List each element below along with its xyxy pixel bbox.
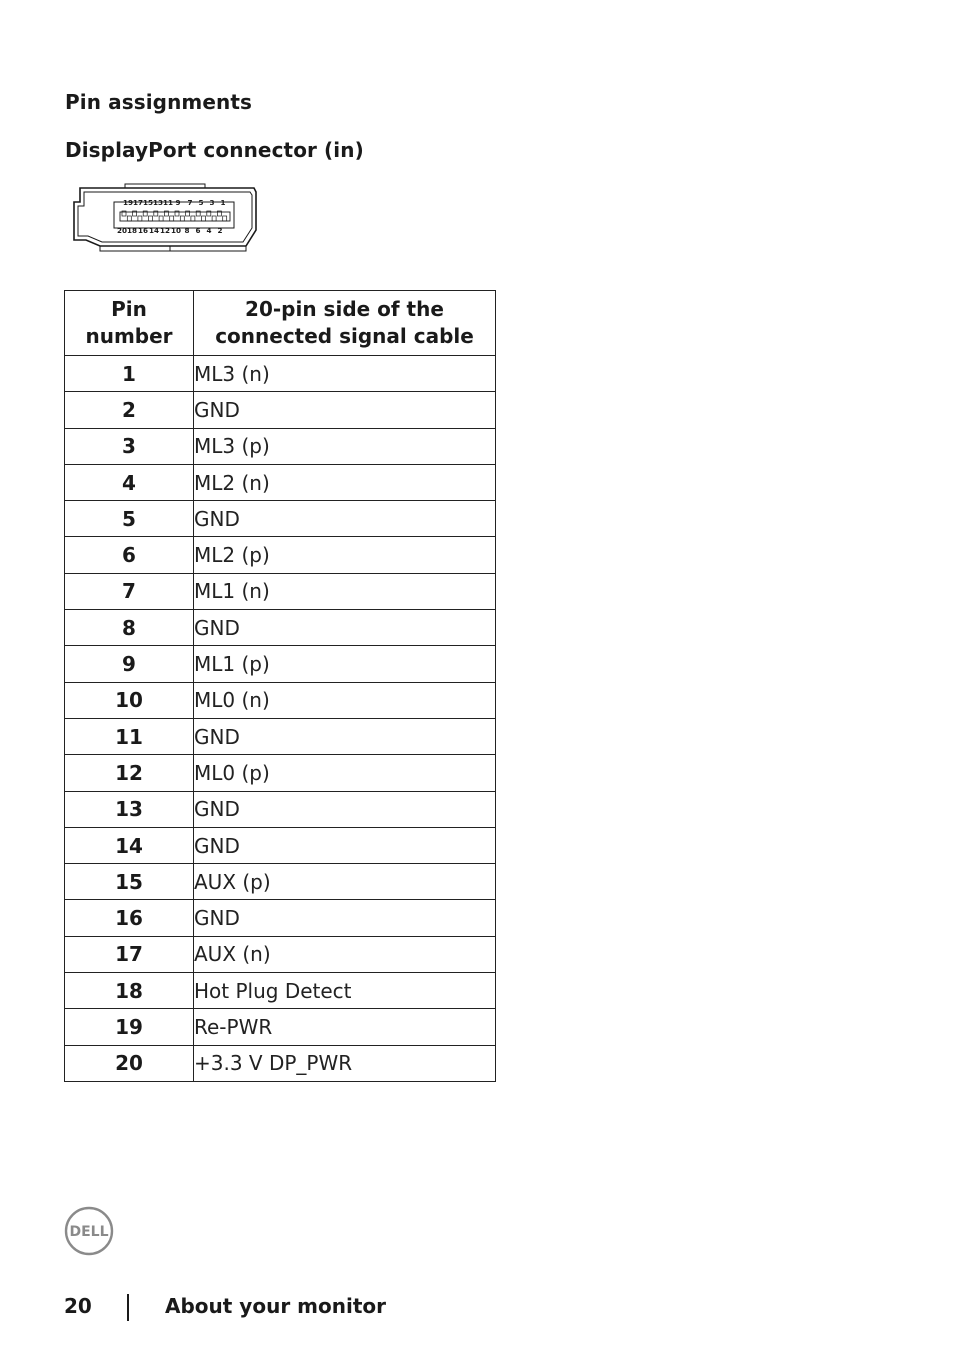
pin-signal-cell: +3.3 V DP_PWR bbox=[194, 1045, 496, 1081]
pin-number-cell: 15 bbox=[65, 864, 194, 900]
connector-pin-contact bbox=[180, 216, 184, 221]
header-pin-number-text: Pin number bbox=[85, 297, 173, 348]
pin-signal-cell: ML1 (p) bbox=[194, 646, 496, 682]
pin-assignment-table bbox=[64, 290, 496, 1082]
connector-pin-contact bbox=[138, 216, 142, 221]
pin-signal-cell: GND bbox=[194, 501, 496, 537]
pin-signal-cell: ML2 (n) bbox=[194, 464, 496, 500]
connector-pin-label: 6 bbox=[195, 226, 201, 235]
table-row bbox=[65, 791, 496, 827]
table-row bbox=[65, 537, 496, 573]
connector-pin-contact bbox=[127, 216, 131, 221]
pin-signal-cell: GND bbox=[194, 392, 496, 428]
pin-number-cell: 14 bbox=[65, 827, 194, 863]
connector-pin-label: 4 bbox=[206, 226, 212, 235]
pin-signal-cell: Hot Plug Detect bbox=[194, 973, 496, 1009]
footer-section-title: About your monitor bbox=[165, 1294, 386, 1318]
pin-number-cell: 11 bbox=[65, 718, 194, 754]
table-row bbox=[65, 900, 496, 936]
connector-pin-contact bbox=[223, 216, 227, 221]
pin-signal-cell: AUX (n) bbox=[194, 936, 496, 972]
table-row bbox=[65, 464, 496, 500]
pin-number-cell: 20 bbox=[65, 1045, 194, 1081]
svg-text:DELL: DELL bbox=[69, 1224, 109, 1240]
connector-pin-label: 16 bbox=[137, 226, 149, 235]
connector-heading: DisplayPort connector (in) bbox=[65, 138, 364, 162]
pin-number-cell: 12 bbox=[65, 755, 194, 791]
pin-signal-cell: AUX (p) bbox=[194, 864, 496, 900]
connector-pin-label: 20 bbox=[116, 226, 128, 235]
pin-number-cell: 17 bbox=[65, 936, 194, 972]
connector-pin-label: 7 bbox=[187, 198, 193, 207]
pin-number-cell: 10 bbox=[65, 682, 194, 718]
table-row bbox=[65, 646, 496, 682]
table-row bbox=[65, 718, 496, 754]
connector-pin-label: 5 bbox=[198, 198, 204, 207]
table-row bbox=[65, 973, 496, 1009]
pin-signal-cell: GND bbox=[194, 791, 496, 827]
connector-pin-contact bbox=[191, 216, 195, 221]
pin-number-cell: 5 bbox=[65, 501, 194, 537]
connector-pin-contact bbox=[149, 216, 153, 221]
pin-number-cell: 3 bbox=[65, 428, 194, 464]
pin-number-cell: 18 bbox=[65, 973, 194, 1009]
table-row bbox=[65, 827, 496, 863]
header-pin-number bbox=[65, 291, 194, 356]
table-header-row bbox=[65, 291, 496, 356]
connector-pin-label: 14 bbox=[148, 226, 160, 235]
pin-signal-cell: ML0 (p) bbox=[194, 755, 496, 791]
connector-pin-label: 18 bbox=[126, 226, 138, 235]
connector-pin-label: 15 bbox=[142, 198, 154, 207]
pin-signal-cell: ML2 (p) bbox=[194, 537, 496, 573]
pin-signal-cell: ML3 (p) bbox=[194, 428, 496, 464]
connector-pin-label: 19 bbox=[122, 198, 134, 207]
pin-number-cell: 8 bbox=[65, 610, 194, 646]
pin-number-cell: 7 bbox=[65, 573, 194, 609]
connector-pin-contact bbox=[159, 216, 163, 221]
table-row bbox=[65, 356, 496, 392]
displayport-connector-icon bbox=[70, 182, 262, 256]
section-heading: Pin assignments bbox=[65, 90, 253, 114]
table-row bbox=[65, 1045, 496, 1081]
pin-signal-cell: GND bbox=[194, 610, 496, 646]
table-row bbox=[65, 864, 496, 900]
pin-signal-cell: GND bbox=[194, 900, 496, 936]
pin-number-cell: 2 bbox=[65, 392, 194, 428]
pin-signal-cell: GND bbox=[194, 718, 496, 754]
table-row bbox=[65, 428, 496, 464]
connector-pin-label: 10 bbox=[170, 226, 182, 235]
dell-logo-icon bbox=[64, 1206, 114, 1256]
connector-pin-label: 13 bbox=[152, 198, 164, 207]
connector-pin-contact bbox=[202, 216, 206, 221]
pin-number-cell: 6 bbox=[65, 537, 194, 573]
connector-pin-label: 1 bbox=[220, 198, 226, 207]
connector-pin-label: 8 bbox=[184, 226, 190, 235]
table-row bbox=[65, 501, 496, 537]
pin-number-cell: 9 bbox=[65, 646, 194, 682]
connector-pin-label: 9 bbox=[175, 198, 181, 207]
pin-signal-cell: GND bbox=[194, 827, 496, 863]
connector-pin-label: 17 bbox=[132, 198, 144, 207]
table-row bbox=[65, 755, 496, 791]
pin-signal-cell: ML3 (n) bbox=[194, 356, 496, 392]
table-row bbox=[65, 573, 496, 609]
table-row bbox=[65, 610, 496, 646]
connector-pin-label: 12 bbox=[159, 226, 171, 235]
pin-number-cell: 4 bbox=[65, 464, 194, 500]
header-signal bbox=[194, 291, 496, 356]
pin-number-cell: 1 bbox=[65, 356, 194, 392]
page-number: 20 bbox=[64, 1294, 92, 1318]
connector-pin-contact bbox=[212, 216, 216, 221]
table-row bbox=[65, 682, 496, 718]
table-row bbox=[65, 1009, 496, 1045]
footer-separator bbox=[127, 1294, 129, 1321]
pin-signal-cell: ML0 (n) bbox=[194, 682, 496, 718]
table-row bbox=[65, 936, 496, 972]
pin-signal-cell: ML1 (n) bbox=[194, 573, 496, 609]
connector-pin-label: 3 bbox=[209, 198, 215, 207]
pin-number-cell: 19 bbox=[65, 1009, 194, 1045]
pin-number-cell: 13 bbox=[65, 791, 194, 827]
connector-pin-label: 2 bbox=[217, 226, 223, 235]
header-signal-text: 20-pin side of the connected signal cable bbox=[215, 297, 474, 348]
pin-signal-cell: Re-PWR bbox=[194, 1009, 496, 1045]
connector-pin-contact bbox=[170, 216, 174, 221]
connector-pin-label: 11 bbox=[162, 198, 174, 207]
table-row bbox=[65, 392, 496, 428]
pin-number-cell: 16 bbox=[65, 900, 194, 936]
